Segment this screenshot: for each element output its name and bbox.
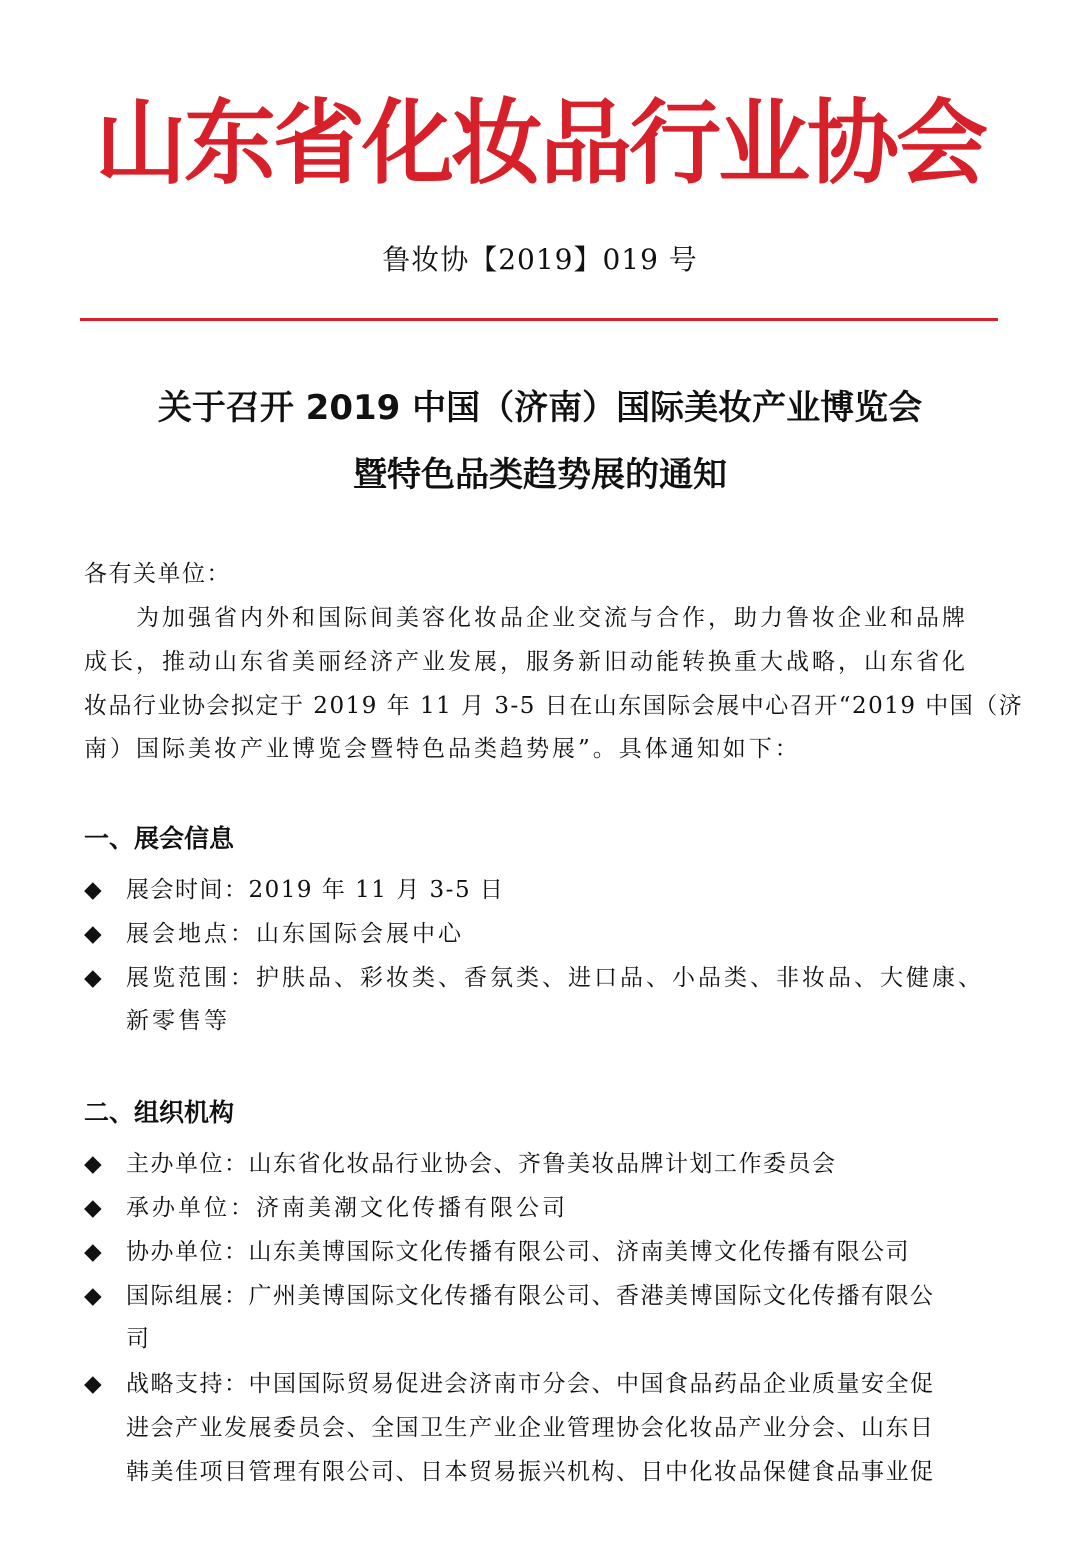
section-heading-exhibition-info: 一、展会信息 — [84, 824, 235, 853]
salutation: 各有关单位： — [84, 561, 231, 587]
diamond-bullet-icon: ◆ — [84, 1195, 102, 1221]
intro-line-3: 妆品行业协会拟定于 2019 年 11 月 3-5 日在山东国际会展中心召开“2019 中国（济 — [84, 693, 1024, 719]
international-exhibitors-line-1: 国际组展：广州美博国际文化传播有限公司、香港美博国际文化传播有限公 — [126, 1283, 935, 1309]
intro-line-4: 南）国际美妆产业博览会暨特色品类趋势展”。具体通知如下： — [84, 736, 801, 762]
exhibition-venue: 展会地点：山东国际会展中心 — [126, 921, 464, 947]
diamond-bullet-icon: ◆ — [84, 1151, 102, 1177]
diamond-bullet-icon: ◆ — [84, 1371, 102, 1397]
intro-line-1: 为加强省内外和国际间美容化妆品企业交流与合作，助力鲁妆企业和品牌 — [136, 605, 968, 631]
organizer-unit: 承办单位：济南美潮文化传播有限公司 — [126, 1195, 568, 1221]
section-heading-organizers: 二、组织机构 — [84, 1098, 235, 1127]
diamond-bullet-icon: ◆ — [84, 1239, 102, 1265]
host-units: 主办单位：山东省化妆品行业协会、齐鲁美妆品牌计划工作委员会 — [126, 1151, 837, 1177]
letterhead-divider — [80, 318, 998, 321]
diamond-bullet-icon: ◆ — [84, 921, 102, 947]
exhibition-scope-line-2: 新零售等 — [126, 1008, 230, 1034]
document-number: 鲁妆协【2019】019 号 — [382, 243, 698, 276]
notice-title-line-1: 关于召开 2019 中国（济南）国际美妆产业博览会 — [157, 388, 923, 428]
intro-line-2: 成长，推动山东省美丽经济产业发展，服务新旧动能转换重大战略，山东省化 — [84, 649, 968, 675]
diamond-bullet-icon: ◆ — [84, 877, 102, 903]
diamond-bullet-icon: ◆ — [84, 965, 102, 991]
exhibition-scope-line-1: 展览范围：护肤品、彩妆类、香氛类、进口品、小品类、非妆品、大健康、 — [126, 965, 984, 991]
strategic-support-line-3: 韩美佳项目管理有限公司、日本贸易振兴机构、日中化妆品保健食品事业促 — [126, 1459, 935, 1485]
international-exhibitors-line-2: 司 — [126, 1326, 151, 1352]
notice-title-line-2: 暨特色品类趋势展的通知 — [353, 455, 727, 495]
strategic-support-line-2: 进会产业发展委员会、全国卫生产业企业管理协会化妆品产业分会、山东日 — [126, 1415, 935, 1441]
exhibition-time: 展会时间：2019 年 11 月 3-5 日 — [126, 877, 505, 903]
strategic-support-line-1: 战略支持：中国国际贸易促进会济南市分会、中国食品药品企业质量安全促 — [126, 1371, 935, 1397]
co-organizers: 协办单位：山东美博国际文化传播有限公司、济南美博文化传播有限公司 — [126, 1239, 910, 1265]
diamond-bullet-icon: ◆ — [84, 1283, 102, 1309]
letterhead-org-name: 山东省化妆品行业协会 — [94, 89, 985, 197]
